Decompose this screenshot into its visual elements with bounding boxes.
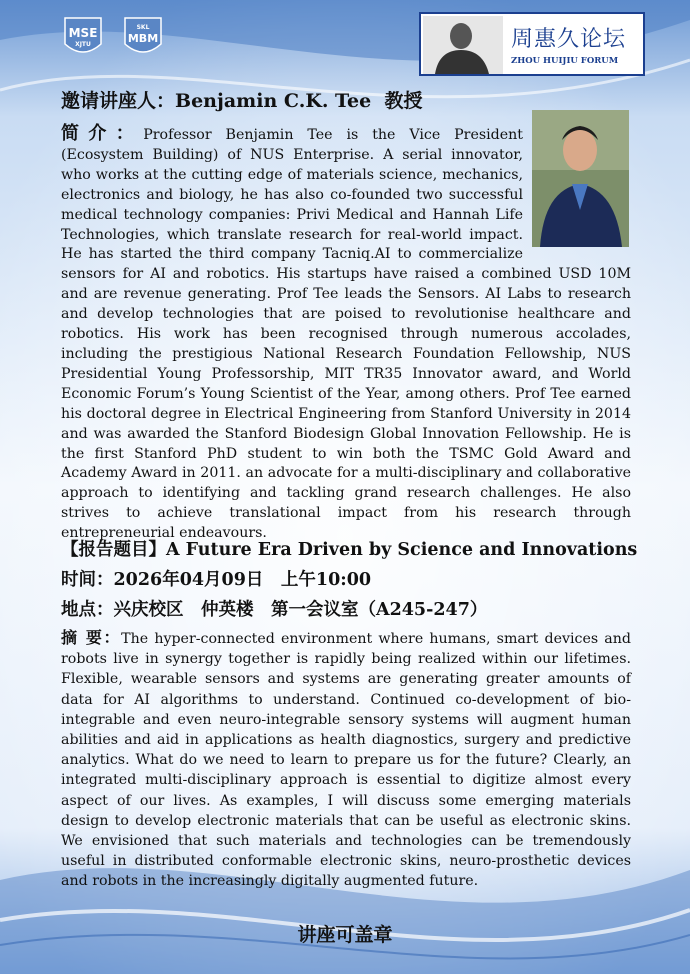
forum-subtitle: ZHOU HUIJIU FORUM (511, 56, 619, 66)
mse-logo (61, 14, 105, 62)
mse-logo-text: MSE (68, 26, 98, 40)
mse-logo-subtext: XJTU (75, 41, 91, 48)
bio-heading: 简介： (61, 123, 144, 144)
bio-text: Professor Benjamin Tee is the Vice President (Ecosystem Building) of NUS Enterprise. A serial innovator, who works at the cutting edge of materials science, mechanics, electronics and biology, he has also co-founded two successful medical technology companies: Privi Medical and Hannah Life Technologies, which translate research for real-world impact. He has started the third company Tacniq.AI to commercialize sensors for AI and robotics. His startups have raised a combined USD 10M and are revenue generating. Prof Tee leads the Sensors. AI Labs to research and develop technologies that are poised to revolutionise healthcare and robotics. His work has been recognised through numerous accolades, including the prestigious National Research Foundation Fellowship, NUS Presidential Young Professorship, MIT TR35 Innovator award, and World Economic Forum’s Young Scientist of the Year, among others. Prof Tee earned his doctoral degree in Electrical Engineering from Stanford University in 2014 and was awarded the Stanford Biodesign Global Innovation Fellowship. He is the first Stanford PhD student to win both the TSMC Gold Award and Academy Award in 2011. an advocate for a multi-disciplinary and collaborative approach to identifying and tackling grand research challenges. He also strives to achieve translational impact from his research through entrepreneurial endeavours. (61, 127, 631, 542)
speaker-label: 邀请讲座人： (61, 90, 176, 112)
abstract (61, 628, 631, 892)
time-value: 2026年04月09日 上午10:00 (113, 570, 372, 590)
stamp-note: 讲座可盖章 (297, 924, 393, 946)
mbm-logo (121, 14, 165, 62)
photo-spacer (523, 124, 631, 246)
speaker-bio (61, 124, 631, 544)
speaker-line (61, 86, 422, 113)
talk-title: A Future Era Driven by Science and Innovations (166, 540, 638, 560)
place-label: 地点： (61, 600, 114, 620)
talk-title-label: 【报告题目】 (61, 540, 166, 560)
forum-title: 周惠久论坛 (511, 27, 627, 52)
mbm-logo-top-text: SKL (136, 24, 150, 31)
abstract-heading: 摘 要： (61, 628, 122, 647)
time-line (61, 566, 371, 591)
place-value: 兴庆校区 仲英楼 第一会议室（A245-247） (113, 600, 488, 620)
abstract-text: The hyper-connected environment where humans, smart devices and robots live in synergy together is rapidly being realized within our lifetimes. Flexible, wearable sensors and systems are generating greater amounts of data for AI algorithms to understand. Continued co-development of bio-integrable and even neuro-integrable sensory systems will augment human abilities and aid in applications as health diagnostics, surgery and predictive analytics. What do we need to learn to prepare us for the future? Clearly, an integrated multi-disciplinary approach is essential to digitize almost every aspect of our lives. As examples, I will discuss some emerging materials design to develop electronic materials that can be useful as electronic skins. We envisioned that such materials and technologies can be tremendously useful in distributed conformable electronic skins, neuro-prosthetic devices and robots in the increasingly digitally augmented future. (61, 631, 631, 890)
forum-banner (419, 12, 645, 76)
place-line (61, 596, 487, 621)
forum-portrait-image (423, 16, 503, 74)
mbm-logo-text: MBM (127, 32, 159, 45)
talk-title-line (61, 536, 637, 561)
speaker-title: 教授 (384, 90, 423, 112)
speaker-name: Benjamin C.K. Tee (175, 90, 372, 112)
time-label: 时间： (61, 570, 114, 590)
